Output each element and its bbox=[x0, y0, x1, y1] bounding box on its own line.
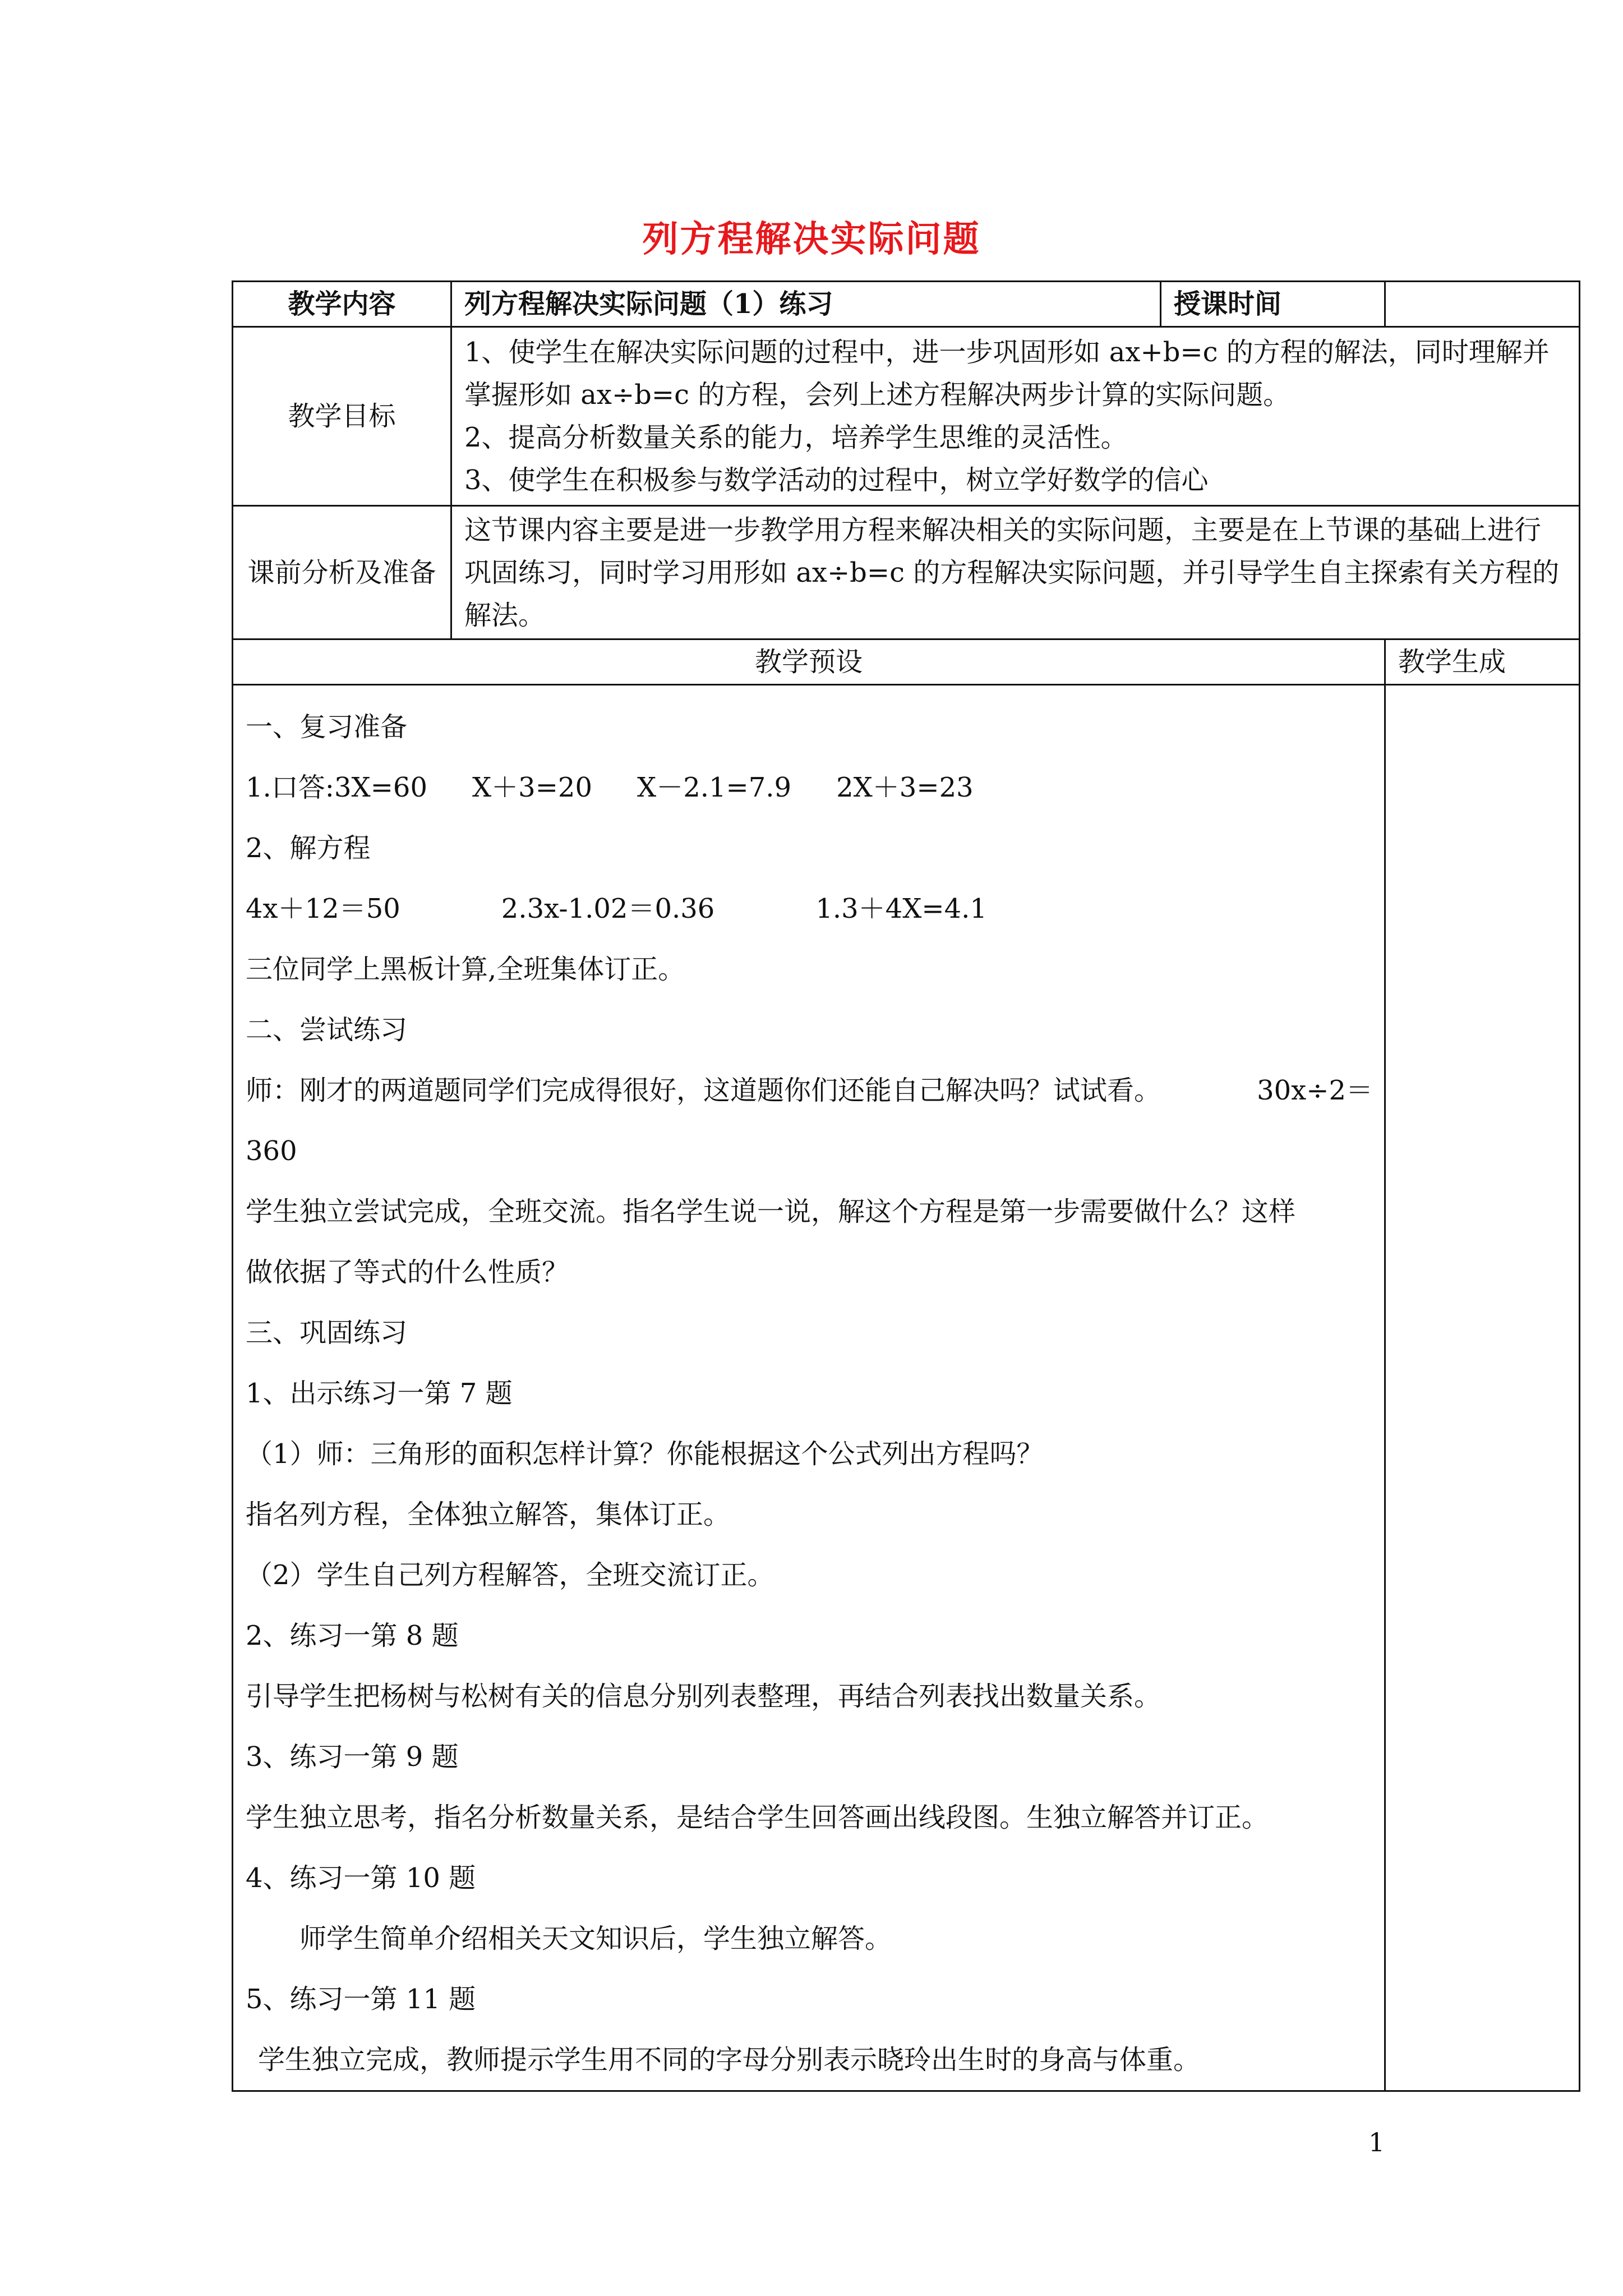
preparation-row bbox=[233, 506, 1580, 639]
section-practice-title: 三、巩固练习 bbox=[246, 1317, 408, 1349]
solve-eq-2: 2.3x-1.02＝0.36 bbox=[501, 893, 715, 924]
objective-item-3: 3、使学生在积极参与数学活动的过程中，树立学好数学的信心 bbox=[464, 464, 1209, 496]
exercise-2-title: 2、练习一第 8 题 bbox=[246, 1620, 459, 1651]
exercise-4-title: 4、练习一第 10 题 bbox=[246, 1862, 476, 1894]
section-review-title: 一、复习准备 bbox=[246, 711, 408, 743]
objectives-label: 教学目标 bbox=[233, 327, 451, 506]
exercise-1-q1-note: 指名列方程，全体独立解答，集体订正。 bbox=[246, 1499, 731, 1530]
time-value bbox=[1385, 282, 1580, 327]
student-trial-line-1: 学生独立尝试完成，全班交流。指名学生说一说，解这个方程是第一步需要做什么？这样 bbox=[246, 1196, 1296, 1227]
preparation-text: 这节课内容主要是进一步教学用方程来解决相关的实际问题，主要是在上节课的基础上进行巩固练习，同时学习用形如 ax÷b=c 的方程解决实际问题，并引导学生自主探索有关方程的解法。 bbox=[451, 506, 1580, 639]
trial-equation-part1: 30x÷2＝ bbox=[1257, 1075, 1373, 1106]
exercise-3-text: 学生独立思考，指名分析数量关系，是结合学生回答画出线段图。生独立解答并订正。 bbox=[246, 1802, 1269, 1833]
solve-eq-3: 1.3＋4X=4.1 bbox=[815, 893, 987, 924]
oral-eq-3: X－2.1=7.9 bbox=[637, 772, 792, 803]
exercise-5-title: 5、练习一第 11 题 bbox=[246, 1984, 476, 2015]
page-number: 1 bbox=[1368, 2127, 1385, 2157]
content-value: 列方程解决实际问题（1）练习 bbox=[451, 282, 1161, 327]
time-label: 授课时间 bbox=[1161, 282, 1385, 327]
exercise-2-text: 引导学生把杨树与松树有关的信息分别列表整理，再结合列表找出数量关系。 bbox=[246, 1681, 1161, 1712]
header-row bbox=[233, 282, 1580, 327]
objective-item-1: 1、使学生在解决实际问题的过程中，进一步巩固形如 ax+b=c 的方程的解法，同时理解并掌握形如 ax÷b=c 的方程，会列上述方程解决两步计算的实际问题。 bbox=[464, 337, 1550, 411]
oral-eq-4: 2X＋3=23 bbox=[836, 772, 974, 803]
teacher-question: 师：刚才的两道题同学们完成得很好，这道题你们还能自己解决吗？试试看。 bbox=[246, 1075, 1161, 1106]
preparation-label: 课前分析及准备 bbox=[233, 506, 451, 639]
solve-title: 2、解方程 bbox=[246, 832, 371, 864]
generated-body bbox=[1385, 685, 1580, 2091]
exercise-1-q2: （2）学生自己列方程解答，全班交流订正。 bbox=[246, 1559, 774, 1591]
preset-body bbox=[233, 685, 1385, 2091]
objective-item-2: 2、提高分析数量关系的能力，培养学生思维的灵活性。 bbox=[464, 422, 1128, 453]
oral-eq-1: 3X=60 bbox=[334, 772, 427, 803]
oral-eq-2: X＋3=20 bbox=[472, 772, 593, 803]
teacher-question-line bbox=[246, 1060, 1373, 1121]
exercise-4-text: 师学生简单介绍相关天文知识后，学生独立解答。 bbox=[299, 1923, 892, 1954]
exercise-1-title: 1、出示练习一第 7 题 bbox=[246, 1378, 513, 1409]
preset-column-header: 教学预设 bbox=[233, 639, 1385, 685]
objectives-cell bbox=[451, 327, 1580, 506]
exercise-5-text: 学生独立完成，教师提示学生用不同的字母分别表示晓玲出生时的身高与体重。 bbox=[258, 2044, 1201, 2076]
oral-prefix: 1.口答: bbox=[246, 772, 334, 803]
trial-equation-part2: 360 bbox=[246, 1135, 297, 1167]
columns-header-row bbox=[233, 639, 1580, 685]
body-row bbox=[233, 685, 1580, 2091]
solve-eq-1: 4x＋12＝50 bbox=[246, 893, 400, 924]
solve-equations-line bbox=[246, 878, 1373, 939]
exercise-3-title: 3、练习一第 9 题 bbox=[246, 1741, 459, 1773]
exercise-1-q1: （1）师：三角形的面积怎样计算？你能根据这个公式列出方程吗？ bbox=[246, 1438, 1044, 1470]
section-trial-title: 二、尝试练习 bbox=[246, 1014, 408, 1046]
review-note: 三位同学上黑板计算,全班集体订正。 bbox=[246, 954, 685, 985]
lesson-plan-table bbox=[232, 280, 1580, 2092]
content-label: 教学内容 bbox=[233, 282, 451, 327]
generated-column-header: 教学生成 bbox=[1385, 639, 1580, 685]
objectives-row bbox=[233, 327, 1580, 506]
document-title: 列方程解决实际问题 bbox=[642, 218, 981, 260]
oral-answer-line bbox=[246, 757, 1373, 818]
student-trial-line-2: 做依据了等式的什么性质？ bbox=[246, 1257, 569, 1288]
